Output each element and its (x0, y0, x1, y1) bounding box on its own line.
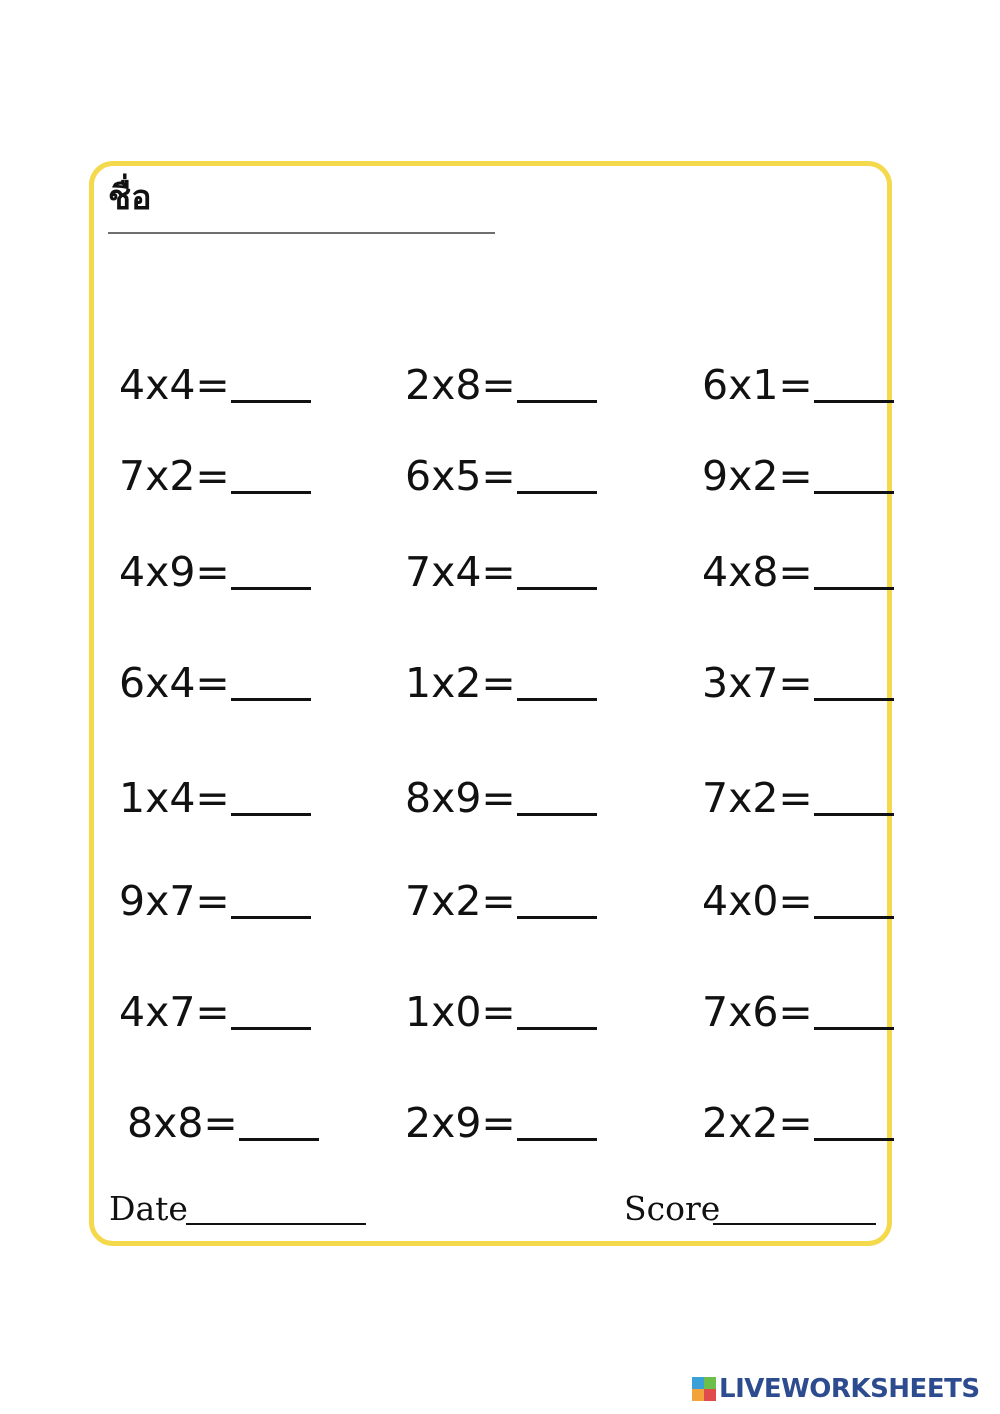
answer-blank[interactable] (517, 813, 597, 816)
equation-text: 7x2= (702, 774, 813, 822)
answer-blank[interactable] (814, 400, 894, 403)
problem-r2-c3 (702, 451, 894, 501)
answer-blank[interactable] (231, 587, 311, 590)
equation-text: 6x4= (119, 659, 230, 707)
problem-r5-c3 (702, 773, 894, 823)
problem-r4-c3 (702, 658, 894, 708)
problem-r5-c2 (405, 773, 597, 823)
equation-text: 7x6= (702, 988, 813, 1036)
logo-text: LIVEWORKSHEETS (719, 1374, 980, 1404)
problem-r7-c3 (702, 987, 894, 1037)
equation-text: 4x0= (702, 877, 813, 925)
problem-r1-c3 (702, 360, 894, 410)
equation-text: 1x0= (405, 988, 516, 1036)
answer-blank[interactable] (517, 1138, 597, 1141)
answer-blank[interactable] (814, 491, 894, 494)
problem-r3-c3 (702, 547, 894, 597)
answer-blank[interactable] (517, 916, 597, 919)
problem-r8-c3 (702, 1098, 894, 1148)
equation-text: 2x2= (702, 1099, 813, 1147)
answer-blank[interactable] (517, 1027, 597, 1030)
equation-text: 6x1= (702, 361, 813, 409)
equation-text: 4x7= (119, 988, 230, 1036)
answer-blank[interactable] (239, 1138, 319, 1141)
problem-r2-c1 (119, 451, 311, 501)
answer-blank[interactable] (231, 698, 311, 701)
equation-text: 7x2= (405, 877, 516, 925)
answer-blank[interactable] (517, 400, 597, 403)
answer-blank[interactable] (517, 491, 597, 494)
liveworksheets-logo[interactable] (692, 1372, 980, 1406)
answer-blank[interactable] (231, 1027, 311, 1030)
date-input-line[interactable] (186, 1223, 366, 1225)
equation-text: 8x8= (127, 1099, 238, 1147)
problem-r4-c1 (119, 658, 311, 708)
answer-blank[interactable] (231, 400, 311, 403)
problem-r7-c1 (119, 987, 311, 1037)
problem-r6-c3 (702, 876, 894, 926)
answer-blank[interactable] (814, 813, 894, 816)
problem-r3-c2 (405, 547, 597, 597)
answer-blank[interactable] (231, 813, 311, 816)
answer-blank[interactable] (231, 916, 311, 919)
equation-text: 1x2= (405, 659, 516, 707)
equation-text: 6x5= (405, 452, 516, 500)
equation-text: 2x9= (405, 1099, 516, 1147)
answer-blank[interactable] (814, 698, 894, 701)
equation-text: 3x7= (702, 659, 813, 707)
answer-blank[interactable] (814, 1138, 894, 1141)
problem-r1-c1 (119, 360, 311, 410)
answer-blank[interactable] (814, 587, 894, 590)
answer-blank[interactable] (814, 1027, 894, 1030)
answer-blank[interactable] (814, 916, 894, 919)
problem-r3-c1 (119, 547, 311, 597)
equation-text: 2x8= (405, 361, 516, 409)
equation-text: 4x8= (702, 548, 813, 596)
problem-r1-c2 (405, 360, 597, 410)
problem-r6-c1 (119, 876, 311, 926)
name-input-line[interactable] (108, 232, 495, 234)
problem-r6-c2 (405, 876, 597, 926)
equation-text: 7x4= (405, 548, 516, 596)
date-label: Date (109, 1189, 188, 1228)
problem-r8-c2 (405, 1098, 597, 1148)
equation-text: 8x9= (405, 774, 516, 822)
problem-r4-c2 (405, 658, 597, 708)
name-label: ชื่อ (108, 178, 152, 218)
equation-text: 4x4= (119, 361, 230, 409)
problem-r2-c2 (405, 451, 597, 501)
equation-text: 9x2= (702, 452, 813, 500)
score-input-line[interactable] (713, 1223, 876, 1225)
equation-text: 9x7= (119, 877, 230, 925)
problem-r7-c2 (405, 987, 597, 1037)
answer-blank[interactable] (517, 698, 597, 701)
answer-blank[interactable] (517, 587, 597, 590)
problem-r5-c1 (119, 773, 311, 823)
liveworksheets-logo-icon (692, 1377, 716, 1401)
problem-r8-c1 (127, 1098, 319, 1148)
equation-text: 4x9= (119, 548, 230, 596)
equation-text: 1x4= (119, 774, 230, 822)
score-label: Score (624, 1189, 721, 1228)
answer-blank[interactable] (231, 491, 311, 494)
equation-text: 7x2= (119, 452, 230, 500)
